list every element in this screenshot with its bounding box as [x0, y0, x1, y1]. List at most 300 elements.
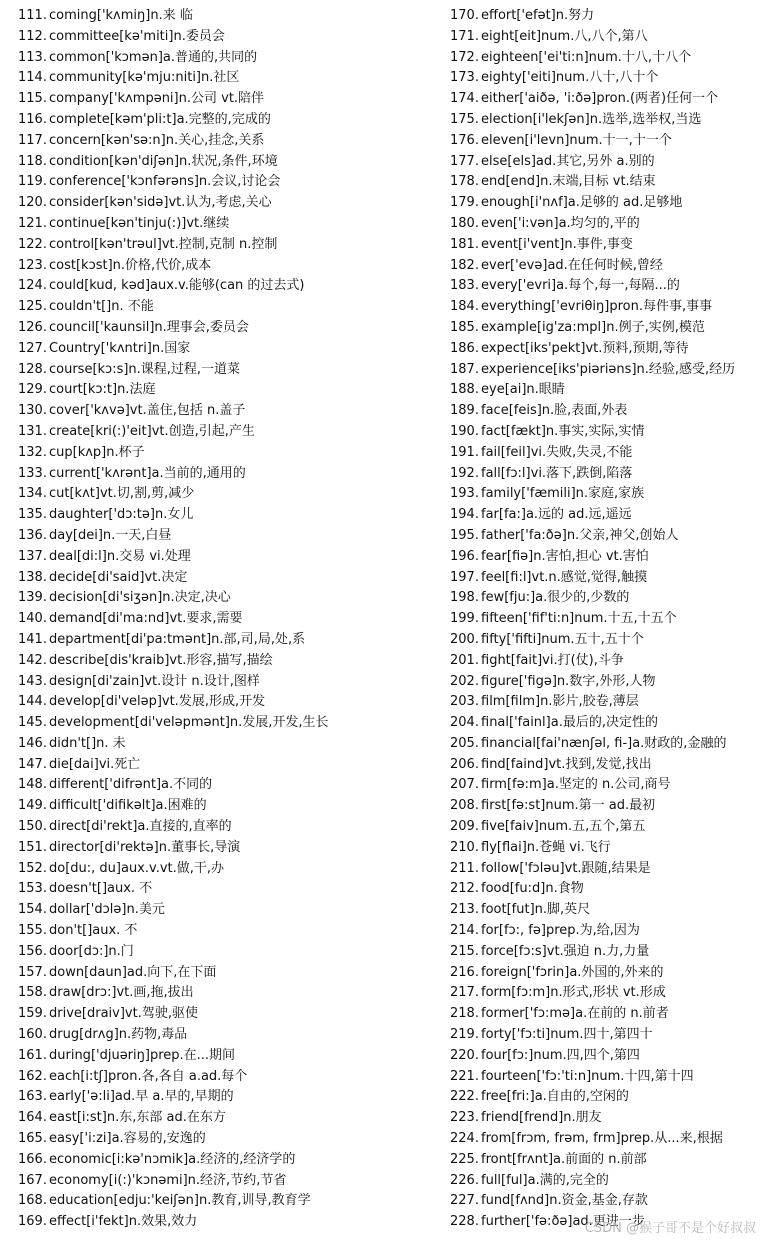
entry-number: 134. [18, 486, 47, 502]
vocab-entry [18, 380, 438, 401]
vocab-entry [18, 651, 438, 672]
vocab-entry [450, 1004, 755, 1025]
entry-number: 172. [450, 49, 479, 65]
vocab-entry [450, 235, 755, 256]
entry-text: father['fa:ðə]n.父亲,神父,创始人 [481, 527, 679, 543]
entry-text: every['evri]a.每个,每一,每隔...的 [481, 278, 680, 294]
entry-number: 145. [18, 715, 47, 731]
entry-text: education[edju:'keiʃən]n.教育,训导,教育学 [49, 1193, 311, 1209]
entry-text: decision[di'siʒən]n.决定,决心 [49, 590, 231, 606]
vocab-entry [18, 1129, 438, 1150]
entry-number: 125. [18, 299, 47, 315]
vocab-entry [450, 193, 755, 214]
entry-number: 214. [450, 923, 479, 939]
vocab-entry [450, 464, 755, 485]
vocab-entry [450, 505, 755, 526]
entry-number: 181. [450, 236, 479, 252]
vocab-entry [18, 505, 438, 526]
vocab-entry [18, 963, 438, 984]
vocab-entry [18, 1004, 438, 1025]
entry-number: 167. [18, 1172, 47, 1188]
vocab-entry [450, 152, 755, 173]
entry-number: 221. [450, 1068, 479, 1084]
entry-number: 193. [450, 486, 479, 502]
vocab-entry [18, 1212, 438, 1233]
entry-text: don't[]aux. 不 [49, 923, 138, 939]
vocab-entry [18, 297, 438, 318]
entry-number: 128. [18, 361, 47, 377]
vocab-entry [450, 734, 755, 755]
entry-number: 129. [18, 382, 47, 398]
entry-number: 141. [18, 631, 47, 647]
entry-text: else[els]ad.其它,另外 a.别的 [481, 153, 655, 169]
entry-text: describe[dis'kraib]vt.形容,描写,描绘 [49, 652, 273, 668]
vocab-entry [18, 422, 438, 443]
entry-number: 155. [18, 923, 47, 939]
vocab-entry [450, 401, 755, 422]
entry-number: 216. [450, 964, 479, 980]
vocab-entry [18, 131, 438, 152]
entry-text: fall[fɔ:l]vi.落下,跌倒,陷落 [481, 465, 633, 481]
entry-text: firm[fə:m]a.坚定的 n.公司,商号 [481, 777, 671, 793]
entry-text: east[i:st]n.东,东部 ad.在东方 [49, 1110, 226, 1126]
vocab-entry [18, 484, 438, 505]
entry-number: 223. [450, 1110, 479, 1126]
entry-text: consider[kən'sidə]vt.认为,考虑,关心 [49, 195, 272, 211]
entry-text: food[fu:d]n.食物 [481, 881, 584, 897]
entry-text: feel[fi:l]vt.n.感觉,觉得,触摸 [481, 569, 648, 585]
vocab-entry [18, 6, 438, 27]
vocab-entry [18, 1191, 438, 1212]
vocab-entry [18, 89, 438, 110]
vocab-entry [450, 817, 755, 838]
vocab-entry [18, 713, 438, 734]
vocab-entry [450, 547, 755, 568]
entry-text: cut[kʌt]vt.切,割,剪,减少 [49, 486, 195, 502]
vocab-entry [450, 131, 755, 152]
entry-text: doesn't[]aux. 不 [49, 881, 153, 897]
entry-text: conference['kɔnfərəns]n.会议,讨论会 [49, 174, 281, 190]
vocab-entry [18, 214, 438, 235]
entry-text: coming['kʌmiŋ]n.来 临 [49, 8, 193, 23]
entry-number: 212. [450, 881, 479, 897]
vocab-entry [450, 651, 755, 672]
vocab-entry [18, 734, 438, 755]
vocab-entry [18, 1150, 438, 1171]
vocab-entry [18, 942, 438, 963]
entry-text: during['djuəriŋ]prep.在...期间 [49, 1047, 236, 1063]
entry-number: 166. [18, 1151, 47, 1167]
entry-number: 117. [18, 132, 47, 148]
vocab-entry [450, 360, 755, 381]
vocab-entry [18, 27, 438, 48]
vocab-entry [450, 796, 755, 817]
entry-number: 114. [18, 70, 47, 86]
entry-number: 165. [18, 1131, 47, 1147]
entry-text: drive[draiv]vt.驾驶,驱使 [49, 1006, 198, 1022]
entry-text: end[end]n.末端,目标 vt.结束 [481, 174, 656, 190]
entry-text: election[i'lekʃən]n.选举,选举权,当选 [481, 111, 702, 127]
entry-text: eight[eit]num.八,八个,第八 [481, 28, 648, 44]
vocab-entry [450, 48, 755, 69]
vocab-entry [18, 609, 438, 630]
entry-text: ever['evə]ad.在任何时候,曾经 [481, 257, 663, 273]
entry-text: fail[feil]vi.失败,失灵,不能 [481, 444, 633, 460]
entry-text: fly[flai]n.苍蝇 vi.飞行 [481, 839, 611, 855]
entry-number: 205. [450, 735, 479, 751]
vocab-entry [18, 443, 438, 464]
entry-number: 115. [18, 91, 47, 107]
entry-text: didn't[]n. 未 [49, 735, 126, 751]
entry-number: 228. [450, 1214, 479, 1230]
vocab-entry [450, 6, 755, 27]
entry-number: 157. [18, 964, 47, 980]
vocab-entry [450, 443, 755, 464]
vocab-entry [18, 692, 438, 713]
vocab-entry [450, 297, 755, 318]
vocab-entry [450, 713, 755, 734]
entry-text: Country['kʌntri]n.国家 [49, 340, 191, 356]
entry-text: daughter['dɔ:tə]n.女儿 [49, 507, 194, 523]
entry-text: effect[i'fekt]n.效果,效力 [49, 1214, 198, 1230]
vocab-entry [450, 526, 755, 547]
entry-number: 208. [450, 798, 479, 814]
entry-number: 200. [450, 631, 479, 647]
vocab-entry [450, 256, 755, 277]
vocab-entry [450, 172, 755, 193]
entry-number: 180. [450, 215, 479, 231]
entry-text: couldn't[]n. 不能 [49, 299, 154, 315]
entry-text: create[kri(:)'eit]vt.创造,引起,产生 [49, 423, 255, 439]
entry-text: few[fju:]a.很少的,少数的 [481, 590, 630, 606]
entry-text: course[kɔ:s]n.课程,过程,一道菜 [49, 361, 241, 377]
entry-number: 149. [18, 798, 47, 814]
entry-text: door[dɔ:]n.门 [49, 943, 134, 959]
vocab-entry [18, 276, 438, 297]
entry-number: 156. [18, 943, 47, 959]
vocab-entry [450, 1025, 755, 1046]
entry-number: 197. [450, 569, 479, 585]
vocab-entry [18, 68, 438, 89]
entry-text: economic[i:kə'nɔmik]a.经济的,经济学的 [49, 1151, 296, 1167]
entry-text: follow['fɔləu]vt.跟随,结果是 [481, 860, 651, 876]
entry-number: 146. [18, 735, 47, 751]
vocab-entry [18, 48, 438, 69]
vocab-entry [18, 1087, 438, 1108]
entry-text: friend[frend]n.朋友 [481, 1110, 602, 1126]
entry-text: fourteen['fɔ:'ti:n]num.十四,第十四 [481, 1068, 694, 1084]
entry-text: foot[fut]n.脚,英尺 [481, 902, 591, 918]
vocab-entry [18, 1046, 438, 1067]
entry-number: 144. [18, 694, 47, 710]
entry-number: 161. [18, 1047, 47, 1063]
entry-number: 153. [18, 881, 47, 897]
entry-number: 163. [18, 1089, 47, 1105]
entry-text: eighteen['ei'ti:n]num.十八,十八个 [481, 49, 692, 65]
entry-text: five[faiv]num.五,五个,第五 [481, 819, 646, 835]
entry-number: 171. [450, 28, 479, 44]
vocab-entry [450, 1150, 755, 1171]
entry-text: cup[kʌp]n.杯子 [49, 444, 145, 460]
entry-text: foreign['fɔrin]a.外国的,外来的 [481, 964, 664, 980]
entry-number: 136. [18, 527, 47, 543]
entry-number: 194. [450, 507, 479, 523]
entry-text: could[kud, kəd]aux.v.能够(can 的过去式) [49, 278, 305, 294]
entry-number: 195. [450, 527, 479, 543]
entry-number: 159. [18, 1006, 47, 1022]
vocab-entry [450, 900, 755, 921]
entry-text: film[film]n.影片,胶卷,薄层 [481, 694, 639, 710]
entry-text: fifteen['fif'ti:n]num.十五,十五个 [481, 611, 677, 627]
vocab-entry [450, 89, 755, 110]
vocab-entry [450, 1108, 755, 1129]
entry-text: force[fɔ:s]vt.强迫 n.力,力量 [481, 943, 650, 959]
entry-number: 135. [18, 507, 47, 523]
vocab-entry [18, 1067, 438, 1088]
entry-number: 198. [450, 590, 479, 606]
entry-number: 227. [450, 1193, 479, 1209]
entry-text: first[fə:st]num.第一 ad.最初 [481, 798, 656, 814]
vocab-entry [18, 879, 438, 900]
vocab-entry [18, 900, 438, 921]
vocab-entry [18, 547, 438, 568]
entry-number: 206. [450, 756, 479, 772]
entry-text: fight[fait]vi.打(仗),斗争 [481, 652, 624, 668]
entry-number: 207. [450, 777, 479, 793]
entry-text: four[fɔ:]num.四,四个,第四 [481, 1047, 640, 1063]
entry-number: 184. [450, 299, 479, 315]
entry-text: fear[fiə]n.害怕,担心 vt.害怕 [481, 548, 649, 564]
entry-number: 139. [18, 590, 47, 606]
entry-number: 209. [450, 819, 479, 835]
entry-number: 225. [450, 1151, 479, 1167]
vocab-entry [18, 796, 438, 817]
entry-text: concern[kən'sə:n]n.关心,挂念,关系 [49, 132, 265, 148]
entry-number: 118. [18, 153, 47, 169]
entry-number: 169. [18, 1214, 47, 1230]
vocab-entry [450, 630, 755, 651]
vocab-entry [18, 464, 438, 485]
entry-text: example[ig'za:mpl]n.例子,实例,模范 [481, 319, 705, 335]
entry-number: 140. [18, 611, 47, 627]
entry-text: experience[iks'piəriəns]n.经验,感受,经历 [481, 361, 736, 377]
entry-number: 217. [450, 985, 479, 1001]
entry-number: 189. [450, 403, 479, 419]
entry-text: community[kə'mju:niti]n.社区 [49, 70, 240, 86]
vocab-entry [450, 1191, 755, 1212]
entry-number: 215. [450, 943, 479, 959]
entry-number: 160. [18, 1027, 47, 1043]
entry-text: company['kʌmpəni]n.公司 vt.陪伴 [49, 91, 265, 107]
entry-text: condition[kən'diʃən]n.状况,条件,环境 [49, 153, 278, 169]
entry-text: event[i'vent]n.事件,事变 [481, 236, 633, 252]
entry-text: complete[kəm'pli:t]a.完整的,完成的 [49, 111, 271, 127]
vocab-entry [18, 775, 438, 796]
entry-text: each[i:tʃ]pron.各,各自 a.ad.每个 [49, 1068, 248, 1084]
entry-number: 196. [450, 548, 479, 564]
entry-text: different['difrənt]a.不同的 [49, 777, 213, 793]
entry-text: full[ful]a.满的,完全的 [481, 1172, 609, 1188]
entry-number: 121. [18, 215, 47, 231]
vocab-entry [18, 172, 438, 193]
entry-number: 186. [450, 340, 479, 356]
entry-text: court[kɔ:t]n.法庭 [49, 382, 156, 398]
vocab-entry [18, 318, 438, 339]
vocab-entry [450, 879, 755, 900]
vocab-entry [450, 859, 755, 880]
vocab-entry [450, 921, 755, 942]
vocab-entry [450, 692, 755, 713]
entry-text: common['kɔmən]a.普通的,共同的 [49, 49, 258, 65]
vocab-entry [450, 276, 755, 297]
entry-number: 204. [450, 715, 479, 731]
vocab-entry [450, 568, 755, 589]
entry-number: 116. [18, 111, 47, 127]
vocab-entry [18, 859, 438, 880]
vocab-entry [450, 110, 755, 131]
vocab-entry [450, 588, 755, 609]
entry-number: 147. [18, 756, 47, 772]
entry-number: 148. [18, 777, 47, 793]
entry-text: design[di'zain]vt.设计 n.设计,图样 [49, 673, 260, 689]
entry-text: department[di'pa:tmənt]n.部,司,局,处,系 [49, 631, 306, 647]
entry-number: 185. [450, 319, 479, 335]
entry-number: 132. [18, 444, 47, 460]
entry-number: 203. [450, 694, 479, 710]
entry-number: 127. [18, 340, 47, 356]
entry-number: 192. [450, 465, 479, 481]
vocab-entry [450, 1046, 755, 1067]
vocab-entry [450, 380, 755, 401]
entry-text: director[di'rektə]n.董事长,导演 [49, 839, 241, 855]
vocab-entry [450, 963, 755, 984]
vocab-entry [18, 755, 438, 776]
vocab-entry [450, 27, 755, 48]
entry-number: 130. [18, 403, 47, 419]
entry-number: 187. [450, 361, 479, 377]
entry-text: front[frʌnt]a.前面的 n.前部 [481, 1151, 647, 1167]
entry-text: early['ə:li]ad.早 a.早的,早期的 [49, 1089, 234, 1105]
vocab-entry [450, 755, 755, 776]
vocab-entry [18, 360, 438, 381]
entry-number: 112. [18, 28, 47, 44]
vocab-entry [18, 1171, 438, 1192]
vocab-entry [18, 630, 438, 651]
entry-number: 168. [18, 1193, 47, 1209]
vocab-entry [18, 921, 438, 942]
entry-number: 177. [450, 153, 479, 169]
entry-text: find[faind]vt.找到,发觉,找出 [481, 756, 652, 772]
entry-text: further['fə:ðə]ad.更进一步 [481, 1214, 645, 1230]
vocab-entry [18, 1108, 438, 1129]
vocab-entry [18, 110, 438, 131]
entry-number: 150. [18, 819, 47, 835]
entry-text: final['fainl]a.最后的,决定性的 [481, 715, 658, 731]
vocab-entry [18, 838, 438, 859]
entry-text: form[fɔ:m]n.形式,形状 vt.形成 [481, 985, 666, 1001]
vocab-entry [450, 339, 755, 360]
entry-text: down[daun]ad.向下,在下面 [49, 964, 217, 980]
vocab-entry [18, 817, 438, 838]
entry-number: 113. [18, 49, 47, 65]
vocab-entry [450, 422, 755, 443]
entry-text: development[di'veləpmənt]n.发展,开发,生长 [49, 715, 329, 731]
entry-number: 111. [18, 8, 47, 23]
entry-text: eighty['eiti]num.八十,八十个 [481, 70, 659, 86]
entry-text: even['i:vən]a.均匀的,平的 [481, 215, 640, 231]
entry-text: fifty['fifti]num.五十,五十个 [481, 631, 644, 647]
entry-text: effort['efət]n.努力 [481, 8, 595, 23]
entry-number: 179. [450, 195, 479, 211]
entry-number: 152. [18, 860, 47, 876]
entry-number: 143. [18, 673, 47, 689]
entry-number: 174. [450, 91, 479, 107]
entry-number: 201. [450, 652, 479, 668]
entry-text: eleven[i'levn]num.十一,十一个 [481, 132, 672, 148]
vocab-entry [18, 256, 438, 277]
entry-number: 220. [450, 1047, 479, 1063]
word-list-left-column [18, 6, 438, 1233]
entry-text: forty['fɔ:ti]num.四十,第四十 [481, 1027, 653, 1043]
entry-number: 183. [450, 278, 479, 294]
entry-text: figure['figə]n.数字,外形,人物 [481, 673, 656, 689]
watermark: CSDN @猴子哥不是个好叔叔 [584, 1221, 756, 1236]
entry-text: cost[kɔst]n.价格,代价,成本 [49, 257, 212, 273]
entry-text: far[fa:]a.远的 ad.远,遥远 [481, 507, 632, 523]
vocab-entry [450, 609, 755, 630]
entry-number: 138. [18, 569, 47, 585]
vocab-entry [18, 339, 438, 360]
entry-number: 131. [18, 423, 47, 439]
vocab-entry [450, 214, 755, 235]
vocab-entry [450, 1129, 755, 1150]
entry-number: 211. [450, 860, 479, 876]
entry-number: 210. [450, 839, 479, 855]
entry-number: 176. [450, 132, 479, 148]
entry-text: expect[iks'pekt]vt.预料,预期,等待 [481, 340, 689, 356]
entry-text: difficult['difikəlt]a.困难的 [49, 798, 207, 814]
entry-number: 188. [450, 382, 479, 398]
entry-number: 124. [18, 278, 47, 294]
vocab-entry [450, 318, 755, 339]
entry-number: 191. [450, 444, 479, 460]
vocab-entry [450, 68, 755, 89]
vocab-entry [450, 1171, 755, 1192]
entry-number: 154. [18, 902, 47, 918]
vocab-entry [18, 235, 438, 256]
entry-number: 120. [18, 195, 47, 211]
entry-text: day[dei]n.一天,白昼 [49, 527, 172, 543]
entry-text: everything['evriθiŋ]pron.每件事,事事 [481, 299, 713, 315]
entry-text: face[feis]n.脸,表面,外表 [481, 403, 628, 419]
entry-text: fund[fʌnd]n.资金,基金,存款 [481, 1193, 648, 1209]
entry-number: 199. [450, 611, 479, 627]
entry-text: current['kʌrənt]a.当前的,通用的 [49, 465, 246, 481]
entry-number: 158. [18, 985, 47, 1001]
vocab-entry [18, 983, 438, 1004]
vocab-entry [450, 775, 755, 796]
entry-number: 123. [18, 257, 47, 273]
vocab-entry [18, 193, 438, 214]
vocab-entry [18, 1025, 438, 1046]
vocab-entry [450, 838, 755, 859]
entry-number: 170. [450, 8, 479, 23]
word-list-right-column [450, 6, 755, 1233]
entry-number: 182. [450, 257, 479, 273]
entry-number: 122. [18, 236, 47, 252]
entry-text: eye[ai]n.眼睛 [481, 382, 565, 398]
vocab-entry [450, 484, 755, 505]
